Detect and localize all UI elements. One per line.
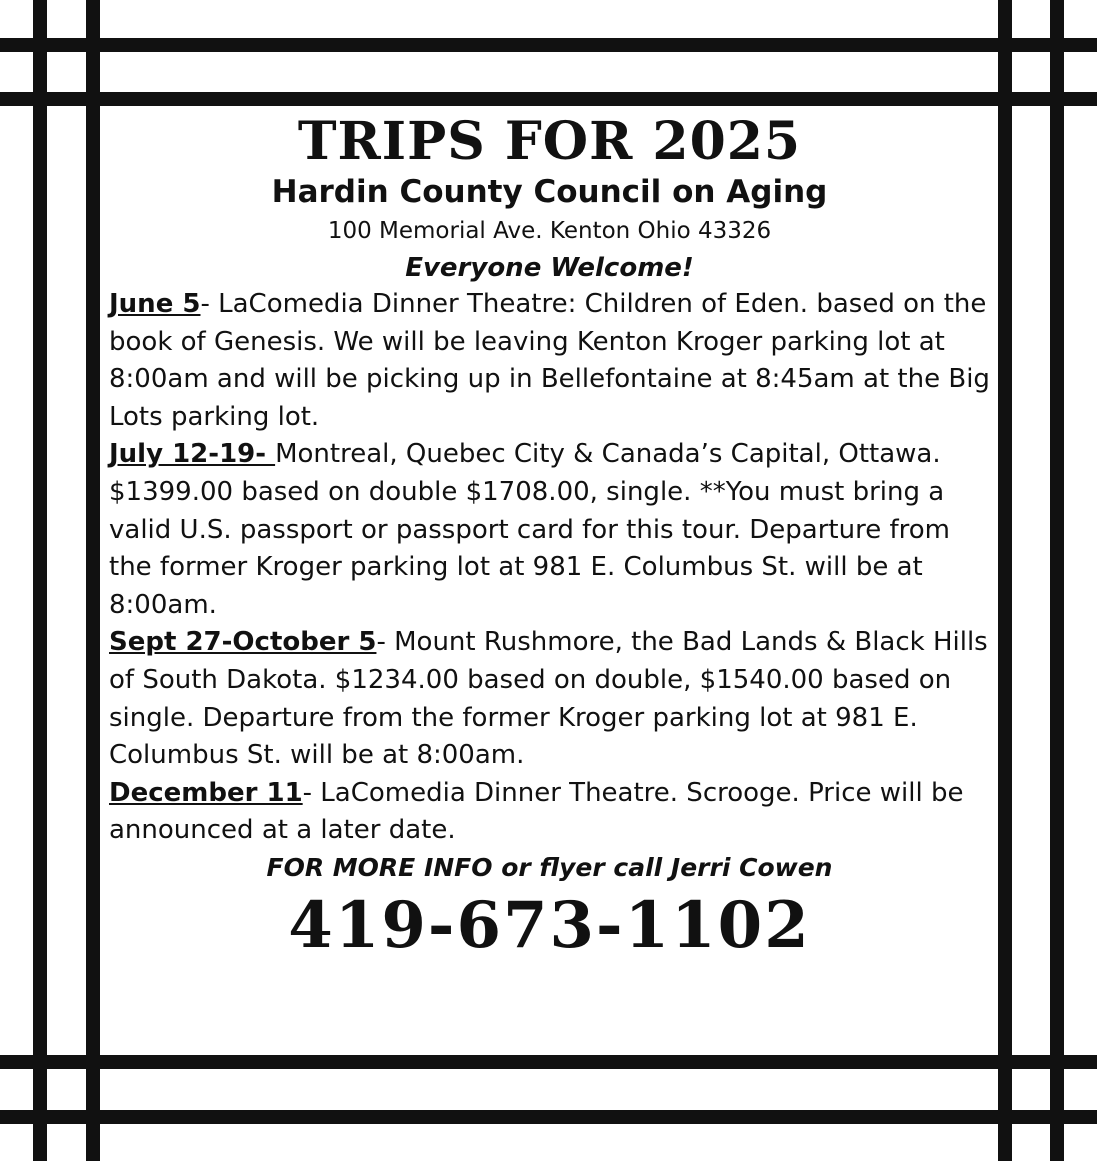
border-bar xyxy=(86,0,100,1161)
more-info-text: FOR MORE INFO or flyer call Jerri Cowen xyxy=(266,852,833,882)
trip-date: July 12-19- xyxy=(109,439,276,470)
trip-entry xyxy=(103,624,996,774)
border-bar xyxy=(33,0,47,1161)
trip-description: Montreal, Quebec City & Canada’s Capital, Ottawa. $1399.00 based on double $1708.00, single. **You must bring a valid U.S. passport or passport card for this tour. Departure from the former Kroger parking lot at 981 E. Columbus St. will be at 8:00am. xyxy=(109,439,950,620)
border-bar xyxy=(0,1055,1097,1069)
flyer-title: TRIPS FOR 2025 xyxy=(297,111,802,172)
trip-date: June 5 xyxy=(109,289,201,319)
trip-entry xyxy=(103,775,996,850)
trip-description: - Mount Rushmore, the Bad Lands & Black Hills of South Dakota. $1234.00 based on double, $1540.00 based on single. Departure from the former Kroger parking lot at 981 E. Columbus St. will be at 8:00am. xyxy=(109,627,988,771)
trip-description: - LaComedia Dinner Theatre. Scrooge. Price will be announced at a later date. xyxy=(109,777,964,846)
organization-name: Hardin County Council on Aging xyxy=(271,174,828,210)
border-bar xyxy=(0,92,1097,106)
trip-entry xyxy=(103,436,996,624)
welcome-text: Everyone Welcome! xyxy=(405,253,694,283)
border-bar xyxy=(0,38,1097,52)
border-bar xyxy=(998,0,1012,1161)
border-bar xyxy=(1050,0,1064,1161)
phone-number: 419-673-1102 xyxy=(288,887,811,963)
trip-description: - LaComedia Dinner Theatre: Children of Eden. based on the book of Genesis. We will be leaving Kenton Kroger parking lot at 8:00am and will be picking up in Bellefontaine at 8:45am at the Big Lots parking lot. xyxy=(109,289,990,432)
flyer-content xyxy=(103,112,996,1042)
trip-date: Sept 27-October 5 xyxy=(109,627,377,658)
trip-entry xyxy=(103,286,996,436)
border-bar xyxy=(0,1110,1097,1124)
organization-address: 100 Memorial Ave. Kenton Ohio 43326 xyxy=(327,218,772,244)
trip-date: December 11 xyxy=(109,777,303,808)
